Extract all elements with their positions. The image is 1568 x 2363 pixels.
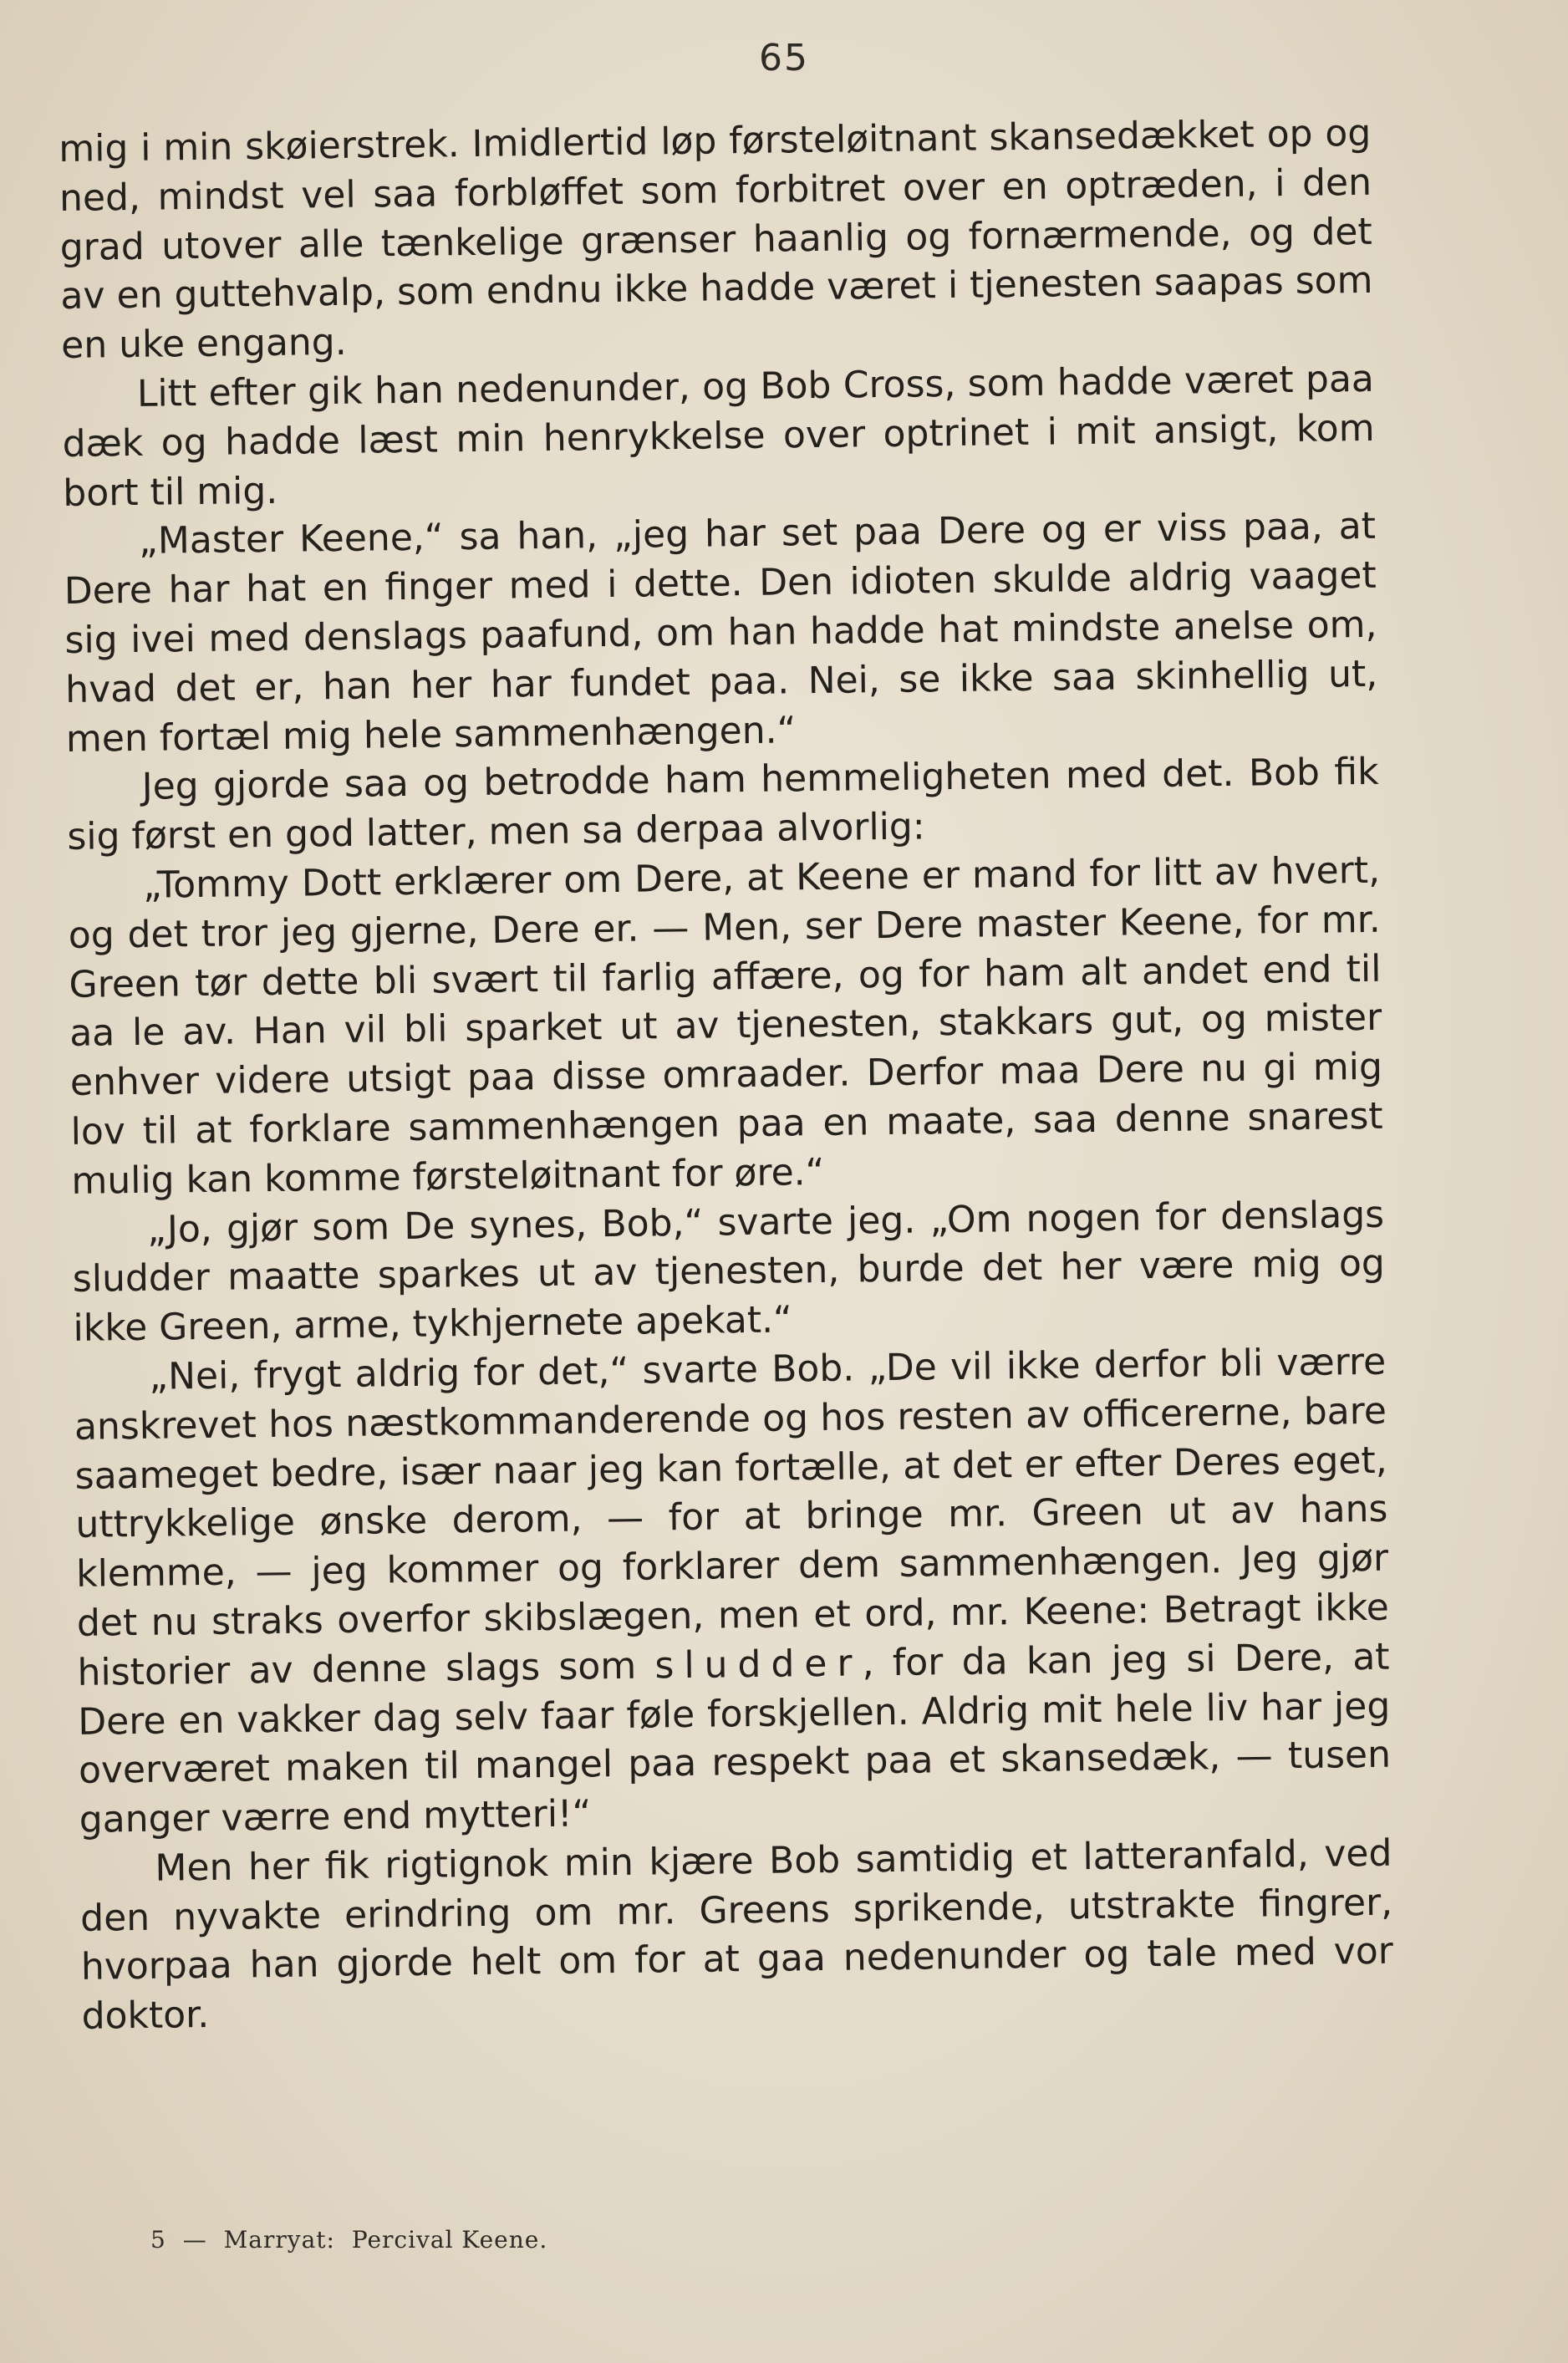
paragraph: „Tommy Dott erklærer om Dere, at Keene er mand for litt av hvert, og det tror jeg gjerne, Dere er. — Men, ser Dere master Keene, for mr. Green tør dette bli svært til farlig affære, og for ham alt andet end til aa le av. Han vil bli sparket ut av tjenesten, stakkars gut, og mister enhver videre utsigt paa disse omraader. Derfor maa Dere nu gi mig lov til at forklare sammenhængen paa en maate, saa denne snarest mulig kan komme førsteløitnant for øre.“ bbox=[68, 848, 1383, 1203]
footer-author: Marryat: bbox=[223, 2226, 335, 2254]
paragraph: Jeg gjorde saa og betrodde ham hemmeligheten med det. Bob fik sig først en god latter, men sa derpaa alvorlig: bbox=[67, 751, 1379, 859]
signature-mark: 5 bbox=[150, 2226, 166, 2254]
emphasized-word: sludder bbox=[654, 1642, 863, 1688]
footer-signature bbox=[150, 2226, 556, 2254]
paragraph bbox=[74, 1338, 1392, 1846]
paragraph: Men her fik rigtignok min kjære Bob samtidig et latteranfald, ved den nyvakte erindring om mr. Greens sprikende, utstrakte fingrer, hvorpaa han gjorde helt om for at gaa nedenunder og tale med vor doktor. bbox=[79, 1831, 1394, 2039]
paragraph-text: , for da kan jeg si Dere, at Dere en vakker dag selv faar føle forskjellen. Aldrig mit hele liv har jeg overværet maken til mangel paa respekt paa et skansedæk, — tusen ganger værre end mytteri!“ bbox=[78, 1635, 1392, 1841]
paragraph: Litt efter gik han nedenunder, og Bob Cross, som hadde været paa dæk og hadde læst min henrykkelse over optrinet i mit ansigt, kom bort til mig. bbox=[62, 357, 1375, 515]
footer-dash: — bbox=[182, 2226, 207, 2254]
body-text bbox=[59, 109, 1394, 2042]
paragraph-text: „Nei, frygt aldrig for det,“ svarte Bob. „De vil ikke derfor bli værre anskrevet hos næstkommanderende og hos resten av officererne, bare saameget bedre, især naar jeg kan fortælle, at det er efter Deres eget, uttrykkelige ønske derom, — for at bringe mr. Green ut av hans klemme, — jeg kommer og forklarer dem sammenhængen. Jeg gjør det nu straks overfor skibslægen, men et ord, mr. Keene: Betragt ikke historier av denne slags som bbox=[74, 1340, 1390, 1694]
footer-title: Percival Keene. bbox=[351, 2226, 548, 2254]
page-number: 65 bbox=[759, 37, 809, 79]
paragraph: „Jo, gjør som De synes, Bob,“ svarte jeg. „Om nogen for denslags sludder maatte sparkes ut av tjenesten, burde det her være mig og ikke Green, arme, tykhjernete apekat.“ bbox=[72, 1193, 1386, 1351]
paragraph: „Master Keene,“ sa han, „jeg har set paa Dere og er viss paa, at Dere har hat en finger med i dette. Den idioten skulde aldrig vaaget sig ivei med denslags paafund, om han hadde hat mindste anelse om, hvad det er, han her har fundet paa. Nei, se ikke saa skinhellig ut, men fortæl mig hele sammenhængen.“ bbox=[64, 505, 1378, 761]
paragraph: mig i min skøierstrek. Imidlertid løp førsteløitnant skansedækket op og ned, mindst vel saa forbløffet som forbitret over en optræden, i den grad utover alle tænkelige grænser haanlig og fornærmende, og det av en guttehvalp, som endnu ikke hadde været i tjenesten saapas som en uke engang. bbox=[59, 111, 1373, 368]
